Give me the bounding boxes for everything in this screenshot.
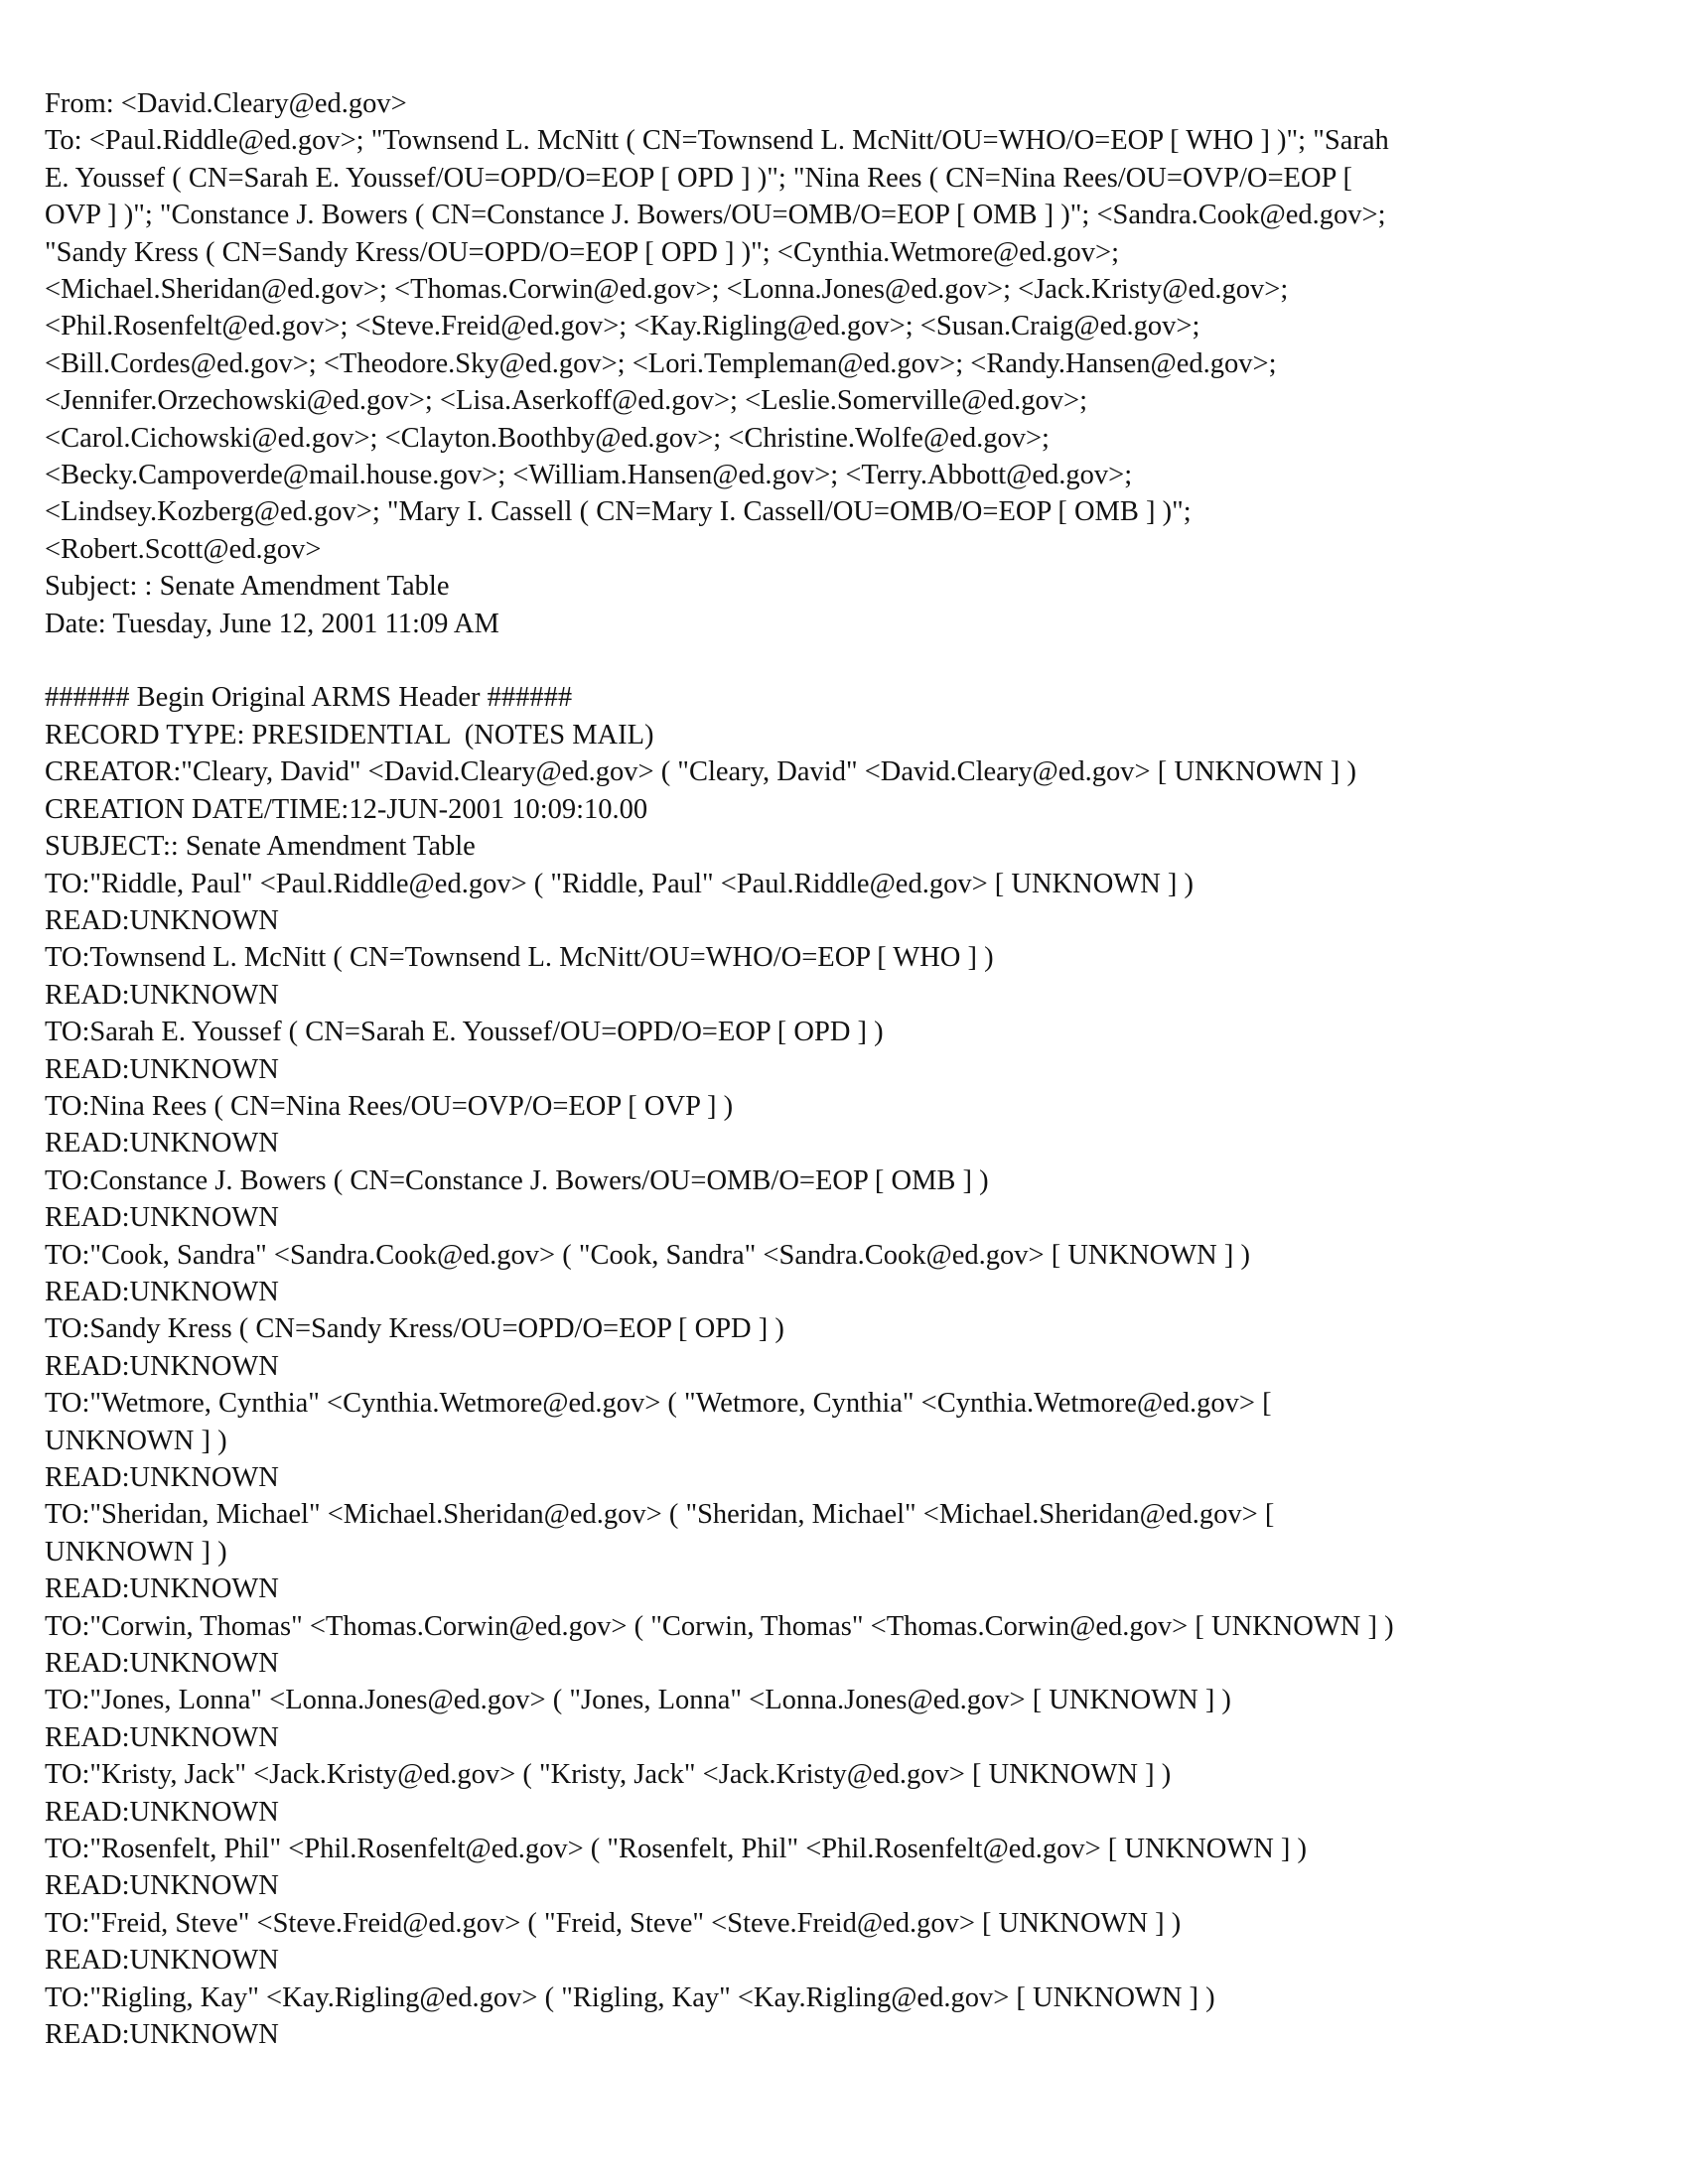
arms-header xyxy=(45,679,1653,2053)
to-line: <Robert.Scott@ed.gov> xyxy=(45,533,322,565)
document-page xyxy=(45,85,1653,2054)
arms-to-line: TO:Constance J. Bowers ( CN=Constance J. Bowers/OU=OMB/O=EOP [ OMB ] ) xyxy=(45,1164,989,1196)
to-line: <Michael.Sheridan@ed.gov>; <Thomas.Corwin@ed.gov>; <Lonna.Jones@ed.gov>; <Jack.Kristy@ed.gov>; xyxy=(45,274,1289,306)
arms-to-line: TO:Sarah E. Youssef ( CN=Sarah E. Youssef/OU=OPD/O=EOP [ OPD ] ) xyxy=(45,1017,884,1048)
to-line: <Bill.Cordes@ed.gov>; <Theodore.Sky@ed.gov>; <Lori.Templeman@ed.gov>; <Randy.Hansen@ed.gov>; xyxy=(45,347,1277,379)
arms-to-line-continued: UNKNOWN ] ) xyxy=(45,1536,227,1568)
to-recipients xyxy=(45,122,1653,568)
to-line: E. Youssef ( CN=Sarah E. Youssef/OU=OPD/O=EOP [ OPD ] )"; "Nina Rees ( CN=Nina Rees/OU=OVP/O=EOP [ xyxy=(45,162,1352,194)
arms-to-line: TO:"Wetmore, Cynthia" <Cynthia.Wetmore@ed.gov> ( "Wetmore, Cynthia" <Cynthia.Wetmore@ed.gov> [ xyxy=(45,1388,1272,1420)
to-line: <Phil.Rosenfelt@ed.gov>; <Steve.Freid@ed.gov>; <Kay.Rigling@ed.gov>; <Susan.Craig@ed.gov>; xyxy=(45,311,1200,342)
read-status-line: READ:UNKNOWN xyxy=(45,1128,279,1160)
read-status-line: READ:UNKNOWN xyxy=(45,979,279,1011)
read-status-line: READ:UNKNOWN xyxy=(45,1053,279,1085)
creation-date-line: CREATION DATE/TIME:12-JUN-2001 10:09:10.00 xyxy=(45,793,648,825)
read-status-line: READ:UNKNOWN xyxy=(45,1350,279,1382)
arms-to-line: TO:"Corwin, Thomas" <Thomas.Corwin@ed.gov> ( "Corwin, Thomas" <Thomas.Corwin@ed.gov> [ UNKNOWN ] ) xyxy=(45,1610,1394,1642)
arms-subject-line: SUBJECT:: Senate Amendment Table xyxy=(45,831,476,863)
read-status-line: READ:UNKNOWN xyxy=(45,904,279,936)
email-header xyxy=(45,85,1653,642)
blank-line xyxy=(45,642,1653,679)
read-status-line: READ:UNKNOWN xyxy=(45,1796,279,1828)
arms-to-line: TO:Nina Rees ( CN=Nina Rees/OU=OVP/O=EOP [ OVP ] ) xyxy=(45,1090,734,1122)
arms-to-line: TO:Sandy Kress ( CN=Sandy Kress/OU=OPD/O=EOP [ OPD ] ) xyxy=(45,1313,784,1345)
to-line: <Lindsey.Kozberg@ed.gov>; "Mary I. Cassell ( CN=Mary I. Cassell/OU=OMB/O=EOP [ OMB ] )"; xyxy=(45,496,1192,528)
read-status-line: READ:UNKNOWN xyxy=(45,1202,279,1234)
to-line: To: <Paul.Riddle@ed.gov>; "Townsend L. McNitt ( CN=Townsend L. McNitt/OU=WHO/O=EOP [ WHO ] )"; "Sarah xyxy=(45,125,1389,157)
read-status-line: READ:UNKNOWN xyxy=(45,1870,279,1902)
arms-to-line: TO:"Cook, Sandra" <Sandra.Cook@ed.gov> ( "Cook, Sandra" <Sandra.Cook@ed.gov> [ UNKNOWN ] ) xyxy=(45,1239,1250,1271)
subject-line: Subject: : Senate Amendment Table xyxy=(45,571,450,603)
to-line: <Carol.Cichowski@ed.gov>; <Clayton.Boothby@ed.gov>; <Christine.Wolfe@ed.gov>; xyxy=(45,422,1050,454)
creator-line: CREATOR:"Cleary, David" <David.Cleary@ed.gov> ( "Cleary, David" <David.Cleary@ed.gov> [ UNKNOWN ] ) xyxy=(45,756,1356,788)
read-status-line: READ:UNKNOWN xyxy=(45,1945,279,1977)
read-status-line: READ:UNKNOWN xyxy=(45,1462,279,1494)
to-line: <Becky.Campoverde@mail.house.gov>; <William.Hansen@ed.gov>; <Terry.Abbott@ed.gov>; xyxy=(45,460,1133,491)
arms-to-line: TO:"Kristy, Jack" <Jack.Kristy@ed.gov> ( "Kristy, Jack" <Jack.Kristy@ed.gov> [ UNKNOWN ] ) xyxy=(45,1759,1172,1791)
arms-to-line: TO:"Freid, Steve" <Steve.Freid@ed.gov> ( "Freid, Steve" <Steve.Freid@ed.gov> [ UNKNOWN ] ) xyxy=(45,1907,1182,1939)
arms-to-line: TO:"Jones, Lonna" <Lonna.Jones@ed.gov> ( "Jones, Lonna" <Lonna.Jones@ed.gov> [ UNKNOWN ] ) xyxy=(45,1685,1231,1716)
arms-to-line: TO:"Sheridan, Michael" <Michael.Sheridan@ed.gov> ( "Sheridan, Michael" <Michael.Sheridan@ed.gov> [ xyxy=(45,1499,1275,1531)
arms-to-line: TO:"Rigling, Kay" <Kay.Rigling@ed.gov> ( "Rigling, Kay" <Kay.Rigling@ed.gov> [ UNKNOWN ] ) xyxy=(45,1981,1215,2013)
read-status-line: READ:UNKNOWN xyxy=(45,1573,279,1605)
read-status-line: READ:UNKNOWN xyxy=(45,1276,279,1307)
to-line: OVP ] )"; "Constance J. Bowers ( CN=Constance J. Bowers/OU=OMB/O=EOP [ OMB ] )"; <Sandra.Cook@ed.gov>; xyxy=(45,200,1386,231)
arms-to-line: TO:Townsend L. McNitt ( CN=Townsend L. McNitt/OU=WHO/O=EOP [ WHO ] ) xyxy=(45,942,994,974)
arms-to-line: TO:"Riddle, Paul" <Paul.Riddle@ed.gov> ( "Riddle, Paul" <Paul.Riddle@ed.gov> [ UNKNOWN ] ) xyxy=(45,868,1195,899)
to-line: <Jennifer.Orzechowski@ed.gov>; <Lisa.Aserkoff@ed.gov>; <Leslie.Somerville@ed.gov>; xyxy=(45,385,1088,417)
read-status-line: READ:UNKNOWN xyxy=(45,1721,279,1753)
to-line: "Sandy Kress ( CN=Sandy Kress/OU=OPD/O=EOP [ OPD ] )"; <Cynthia.Wetmore@ed.gov>; xyxy=(45,236,1119,268)
record-type-line: RECORD TYPE: PRESIDENTIAL (NOTES MAIL) xyxy=(45,719,654,751)
read-status-line: READ:UNKNOWN xyxy=(45,1648,279,1680)
arms-begin-marker: ###### Begin Original ARMS Header ###### xyxy=(45,682,573,714)
from-line: From: <David.Cleary@ed.gov> xyxy=(45,88,407,119)
read-status-line: READ:UNKNOWN xyxy=(45,2019,279,2051)
arms-to-line: TO:"Rosenfelt, Phil" <Phil.Rosenfelt@ed.gov> ( "Rosenfelt, Phil" <Phil.Rosenfelt@ed.gov> [ UNKNOWN ] ) xyxy=(45,1834,1308,1865)
date-line: Date: Tuesday, June 12, 2001 11:09 AM xyxy=(45,608,499,639)
arms-to-line-continued: UNKNOWN ] ) xyxy=(45,1425,227,1456)
